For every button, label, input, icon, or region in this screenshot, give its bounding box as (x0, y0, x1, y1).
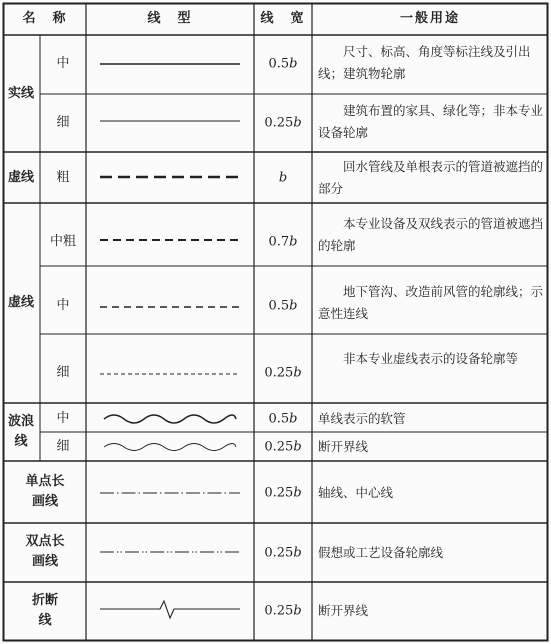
group-single-dot-line1: 单点长 (25, 474, 65, 489)
line-width-value: 0.25b (264, 115, 302, 131)
group-dashed-thick: 虚线 (7, 170, 35, 185)
row-sub: 中粗 (49, 234, 77, 249)
row-sub: 中 (56, 56, 70, 71)
header-usage: 一般用途 (399, 11, 461, 26)
group-break-line1: 折断 (31, 593, 59, 608)
row-sub: 细 (56, 365, 70, 380)
row-usage: 轴线、中心线 (318, 485, 394, 500)
line-width-value: 0.25b (264, 365, 302, 381)
group-wavy (8, 412, 34, 452)
group-solid: 实线 (7, 86, 35, 101)
group-double-dot-line2: 画线 (31, 554, 59, 569)
row-usage: 尺寸、标高、角度等标注线及引出线；建筑物轮廓 (318, 44, 531, 81)
sample-wavy-medium (104, 415, 236, 423)
line-width-value: 0.5b (268, 298, 298, 314)
line-width-value: 0.25b (264, 439, 302, 455)
row-usage: 建筑布置的家具、绿化等；非本专业设备轮廓 (318, 103, 544, 140)
row-usage: 地下管沟、改造前风管的轮廓线；示意性连线 (318, 284, 544, 321)
group-single-dot (25, 472, 64, 512)
line-width-value: 0.7b (268, 234, 298, 250)
sample-break-line (100, 601, 240, 618)
row-sub: 细 (56, 439, 70, 454)
line-samples (100, 64, 240, 618)
line-width-value: 0.5b (268, 56, 298, 72)
row-usage: 单线表示的软管 (318, 411, 406, 426)
row-usage: 断开界线 (318, 603, 369, 618)
row-sub: 粗 (56, 170, 70, 185)
group-break (32, 591, 58, 631)
group-double-dot-line1: 双点长 (25, 534, 65, 549)
group-single-dot-line2: 画线 (31, 494, 59, 509)
row-usage: 非本专业虚线表示的设备轮廓等 (343, 351, 519, 366)
header-line-width: 线 宽 (260, 11, 306, 26)
row-usage: 回水管线及单根表示的管道被遮挡的部分 (318, 159, 544, 196)
line-width-value: 0.25b (264, 603, 302, 619)
header-name: 名 称 (22, 11, 68, 26)
row-usage: 假想或工艺设备轮廓线 (318, 545, 444, 560)
line-width-value: 0.25b (264, 545, 302, 561)
row-sub: 中 (56, 411, 70, 426)
row-usage: 断开界线 (318, 439, 369, 454)
line-width-value: 0.5b (268, 411, 298, 427)
group-wavy-line1: 波浪 (7, 414, 35, 429)
group-dashed: 虚线 (7, 295, 35, 310)
header-line-type: 线 型 (147, 11, 193, 26)
row-sub: 中 (56, 298, 70, 313)
line-width-value: b (278, 170, 288, 186)
group-break-line2: 线 (38, 613, 52, 628)
sample-wavy-thin (104, 444, 236, 451)
line-width-value: 0.25b (264, 485, 302, 501)
row-usage: 本专业设备及双线表示的管道被遮挡的轮廓 (318, 216, 544, 253)
row-sub: 细 (56, 115, 70, 130)
group-double-dot (25, 532, 64, 572)
group-wavy-line2: 线 (14, 434, 28, 449)
